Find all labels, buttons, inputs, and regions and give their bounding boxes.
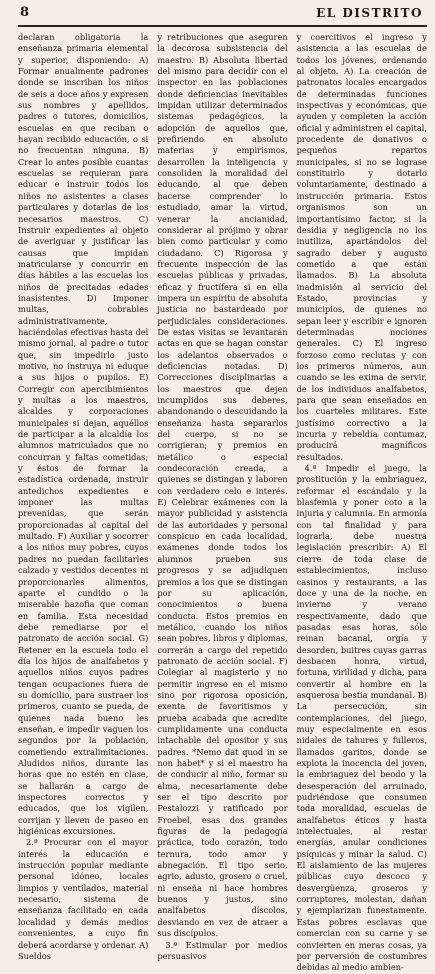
article-body (18, 32, 427, 973)
column-right (297, 32, 427, 974)
journal-title: EL DISTRITO (316, 6, 423, 20)
column-left (18, 32, 148, 974)
article-paragraph: y coercitivos el ingreso y asistencia a las escuelas de todos los jóvenes, ordenando al objeto. A) La creación de patronatos locales encargados de determinadas funciones inspectivas y económicas, que ayuden y completen la acción oficial y administren el capital, procedente de donativos o pequeños repartos municipales, si no se lograse constituirlo y dotarlo voluntariamente, destinado a instrucción primaria. Estos organismos son un importantísimo factor, si la desidia y negligencia no los inutiliza, apartándolos del sagrado deber y augusto cometido a que están llamados. B) La absoluta inadmisión al servicio del Estado, provincias y municipios, de quienes no sepan leer y escribir e ignoren determinadas nociones generales. C) El ingreso forzoso como reclutas y con los primeros números, aun cuando se les exima de servir, de los individuos analfabetos, para que sean enseñados en los cuarteles militares. Este justísimo correctivo a la incuria y rebeldía contumaz, producirá magníficos resultados. (296, 32, 427, 462)
page-header (18, 5, 427, 27)
article-paragraph: y retribuciones que aseguren la decorosa subsistencia del maestro. B) Absoluta libertad del mismo para decidir con el inspector en las poblaciones donde deficiencias inevitables impidan utilizar determinados sistemas pedagógicos, la adopción de aquellos que, prefiriendo en absoluto materias y empirismos, desarrollen la inteligencia y consoliden la moralidad del educando, al que deben hacerse comprender lo estudiado, amar la virtud, venerar la ancianidad, considerar al prójimo y obrar bien como particular y como ciudadano. C) Rigorosa y frecuente inspección de las escuelas públicas y privadas, eficaz y fructífera si en ella impera un espíritu de absoluta justicia no bastardeado por perjudiciales consideraciones. De estas visitas se levantarán actas en que se hagan constar los adelantos observados o deficiencias notadas. D) Correcciones disciplinarias a los maestros que dejen incumplidos sus deberes, abandonando o descuidando la enseñanza hasta separarlos del cuerpo, si no se corrigieran; y premios en metálico o especial condecoración creada, a quienes se distingan y laboren con verdadero celo e interés. E) Celebrar exámenes con la mayor publicidad y asistencia de las autoridades y personal conspicuo en cada localidad, exámenes donde todos los alumnos prueben sus progresos y se adjudiquen premios a los que se distingan por su aplicación, conocimientos o buena conducta. Estos premios en metálico, cuando los niños sean pobres, libros y diplomas, correrán a cargo del repetido patronato de acción social. F) Colegiar al magisterio y no permitir ingreso en el mismo sino por rigorosa oposición, exenta de favoritismos y prueba acabada que acredite cumplidamente una conducta intachable del opositor y sus padres. *Nemo dat quod in se non habet* y si el maestro ha de conducir al niño, formar su alma, necesariamente debe ser el tipo descrito por Pestalozzi y ratificado por Froebel, esas dos grandes figuras de la pedagogía práctica, todo corazón, todo ternura, todo amor y abnegación. El tipo serio, agrio, adusto, grosero o cruel, ni enseña ni hace hombres buenos y justos, sino analfabetos díscolos, desviando en vez de atraer a sus discípulos. (157, 32, 288, 939)
column-middle (157, 32, 287, 974)
article-paragraph: 2.ª Procurar con el mayor interés la educación e instrucción popular mediante personal idóneo, locales limpios y ventilados, material necesario, sistema de enseñanza facilitado en cada localidad y demás medios convenientes, a cuyo fin deberá acordarse y ordenar. A) Sueldos (18, 837, 149, 961)
page-number: 8 (20, 5, 30, 20)
article-paragraph: 3.ª Estimular por medios persuasivos (157, 939, 288, 961)
article-paragraph: declaran obligatoria la enseñanza primaria elemental y superior, disponiendo: A) Formar anualmente padrones donde se inscriban los niños de seis a doce años y expresen sus nombres y apellidos, padres o tutores, domicilios, escuelas en que reciban o hayan recibido educación, o si no frecuentan ninguna. B) Crear lo antes posible cuantas escuelas se requieran para educar e instruir todos los niños no asistentes a clases particulares y dotarlas de los necesarios maestros. C) Instruir expedientes al objeto de averiguar y justificar las causas que impidan matricularse y concurrir en días hábiles a las escuelas los niños de precitadas edades inasistentes. D) Imponer multas, cobrables administrativamente, haciéndolas efectivas hasta del mismo jornal, al padre o tutor que, sin impedirlo justo motivo, no instruya ni eduque a sus hijos o pupilos. E) Corregir con apercibimientos y multas a los maestros, alcaldes y corporaciones municipales si dejan, aquéllos de participar a la alcaldía los alumnos matriculados que no concurran y faltas cometidas; y éstos de formar la estadística ordenada, instruir antedichos expedientes e imponer las multas prevenidas, que serán proporcionadas al capital del multado. F) Auxiliar y socorrer a los niños muy pobres, cuyos padres no puedan facilitarles calzado y vestidos decentes ni proporcionarles alimentos, aparte el cundido o la miserable bazofia que coman en familia. Esta necesidad debe remediarse por el patronato de acción social. G) Retener en la escuela todo el día los hijos de analfabetos y aquellos niños cuyos padres tengan ocupaciones fuera de su domicilio, para sustraer los primeros, cuanto se pueda, de quienes nada bueno les enseñan, e impedir vaguen los segundos por la población, cometiendo extralimitaciones. Aludidos niños, durante las horas que no estén en clase, se hallarán a cargo de inspectores correctos y educados, que los vigilen, corrijan y lleven de paseo en higiénicas excursiones. (18, 32, 149, 837)
article-paragraph: 4.ª Impedir el juego, la prostitución y la embriaguez, reformar el escándalo y la blasfemia y poner coto a la injuria y calumnia. En armonía con tal finalidad y para lograrla, debe nuestra legislación prescribir: A) El cierre de toda clase de establecimientos, incluso casinos y restaurants, a las doce y una de la noche, en invierno y verano respectivamente, dado que pasadas esas horas, sólo reinan bacanal, orgía y desorden, buitres cuyas garras desbacen honra, virtud, fortuna, virilidad y dicha, para convertir al hombre en la asquerosa bestia mundanal. B) La persecución, sin contemplaciones, del juego, muy especialmente en esos nidales de tahures y fulleros, llamados garitos, donde se explota la inocencia del joven, la embriaguez del beodo y la desesperación del arruinado, pudriéndose que consumen toda moralidad, escuelas de analfabetos éticos y hasta intelectuales, al restar energías, anular condiciones psíquicas y minar la salud. C) El aislamiento de las mujeres públicas cuyo descoco y desvergüenza, groseros y corruptores, molestan, dañan y ejemplarizan funestamente. Estas pobres esclavas que comercian con su carne y se convierten en meras cosas, ya por perversión de costumbres debidas al medio ambien- (296, 463, 427, 973)
